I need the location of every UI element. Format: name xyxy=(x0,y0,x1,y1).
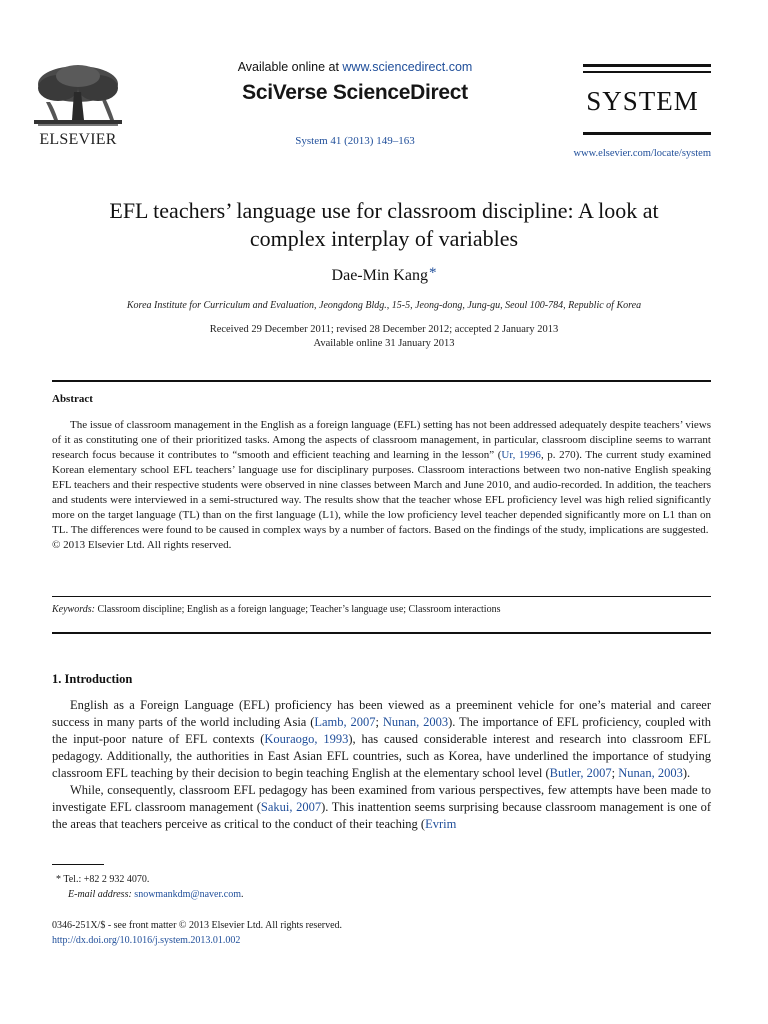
introduction-paragraph-1 xyxy=(52,697,711,782)
citation-link[interactable]: Kouraogo, 1993 xyxy=(264,732,349,746)
citation-link[interactable]: Nunan, 2003 xyxy=(618,766,683,780)
footnote-rule xyxy=(52,864,104,865)
author-email-link[interactable]: snowmankdm@naver.com xyxy=(134,889,241,900)
citation-link[interactable]: Sakui, 2007 xyxy=(260,800,322,814)
citation-link[interactable]: Nunan, 2003 xyxy=(382,715,449,729)
citation-link[interactable]: Butler, 2007 xyxy=(549,766,612,780)
keywords-text: Classroom discipline; English as a foreign language; Teacher’s language use; Classroom interactions xyxy=(94,604,501,615)
page-footer xyxy=(52,918,342,948)
footnote-phone xyxy=(56,872,244,887)
section-heading-introduction: 1. Introduction xyxy=(52,672,133,686)
keywords-label: Keywords: xyxy=(52,604,95,615)
abstract-top-rule xyxy=(52,380,711,382)
keywords-bottom-rule xyxy=(52,632,711,634)
article-title-line: complex interplay of variables xyxy=(249,226,519,251)
article-history xyxy=(0,323,768,351)
article-dates-online: Available online 31 January 2013 xyxy=(313,338,455,349)
author-footnote-mark[interactable]: * xyxy=(428,265,437,281)
paragraph-text: ), has caused considerable interest and research into classroom EFL pedagogy. Additionally, the authorities in East Asian EFL countries, such as Korea, have underlined the importance of studying classroom EFL teaching by their decision to begin teaching English at the elementary school level ( xyxy=(52,732,711,780)
paragraph-text: While, consequently, classroom EFL pedagogy has been examined from various perspectives, few attempts have been made to investigate EFL classroom management ( xyxy=(52,783,711,814)
journal-rule-top-thin xyxy=(583,71,711,73)
footnote-email xyxy=(56,887,244,902)
abstract-text: , p. 270). The current study examined Korean elementary school EFL teachers’ language use for disciplinary purposes. Classroom interactions between two non-native English speaking EFL teachers and their respective students were observed in nine classes between March and June 2010, and audio-recorded. In addition, the teachers and students were interviewed in a semi-structured way. The results show that the teacher whose EFL proficiency level was high relied significantly more on the target language (TL) than on the first language (L1), while the low proficiency level teacher depended significantly more on L1 than on TL. The differences were found to be caused in complex ways by a number of factors. Based on the findings of the study, implications are suggested. xyxy=(52,449,712,536)
author-footnote xyxy=(56,872,244,902)
availability-prefix: Available online at xyxy=(237,60,343,74)
article-title-line: EFL teachers’ language use for classroom discipline: A look at xyxy=(109,198,659,223)
abstract-heading: Abstract xyxy=(52,393,93,405)
paragraph-text: ). xyxy=(682,766,691,780)
paragraph-text: ). The importance of EFL proficiency, coupled with the input-poor nature of EFL contexts ( xyxy=(52,715,711,746)
abstract-copyright: © 2013 Elsevier Ltd. All rights reserved. xyxy=(52,539,232,551)
journal-rule-top xyxy=(583,64,711,67)
issn-line: 0346-251X/$ - see front matter © 2013 Elsevier Ltd. All rights reserved. xyxy=(52,920,343,931)
introduction-paragraph-2 xyxy=(52,782,711,833)
sciencedirect-link[interactable]: www.sciencedirect.com xyxy=(342,60,473,74)
platform-brand: SciVerse ScienceDirect xyxy=(242,81,468,104)
journal-rule-bottom xyxy=(583,132,711,135)
paragraph-text: ; xyxy=(375,715,383,729)
journal-citation[interactable]: System 41 (2013) 149–163 xyxy=(295,135,415,147)
publisher-logo-text: ELSEVIER xyxy=(39,131,117,148)
email-suffix: . xyxy=(241,889,244,900)
abstract-reference-link[interactable]: Ur, 1996 xyxy=(501,449,541,461)
doi-link[interactable]: http://dx.doi.org/10.1016/j.system.2013.01.002 xyxy=(52,935,241,946)
abstract-text: The issue of classroom management in the English as a foreign language (EFL) setting has not been addressed adequately despite teachers’ views of it as constituting one of their prioritized tasks. Among the aspects of classroom management, in particular, classroom discipline seems to warrant research focus because it contributes to “smooth and efficient teaching and learning in the lesson” ( xyxy=(52,419,711,461)
footnote-phone-text: Tel.: +82 2 932 4070. xyxy=(61,874,150,885)
article-title xyxy=(40,197,728,253)
email-label: E-mail address: xyxy=(68,889,132,900)
paragraph-text: ; xyxy=(611,766,619,780)
citation-link[interactable]: Evrim xyxy=(425,817,457,831)
journal-homepage-link[interactable]: www.elsevier.com/locate/system xyxy=(573,148,711,159)
introduction-body xyxy=(52,697,711,833)
journal-name: SYSTEM xyxy=(586,86,699,116)
footnote-mark: * xyxy=(56,874,61,885)
author-line xyxy=(0,265,768,285)
abstract-body xyxy=(52,418,711,553)
paragraph-text: English as a Foreign Language (EFL) proficiency has been viewed as a preeminent vehicle for one’s material and career success in many parts of the world including Asia ( xyxy=(52,698,711,729)
citation-link[interactable]: Lamb, 2007 xyxy=(314,715,376,729)
author-name: Dae-Min Kang xyxy=(331,267,428,284)
keywords-top-rule xyxy=(52,596,711,597)
abstract-paragraph xyxy=(52,418,711,538)
author-affiliation: Korea Institute for Curriculum and Evaluation, Jeongdong Bldg., 15-5, Jeong-dong, Jung-gu, Seoul 100-784, Republic of Korea xyxy=(126,300,642,311)
keywords-line xyxy=(52,604,711,615)
article-dates-received: Received 29 December 2011; revised 28 December 2012; accepted 2 January 2013 xyxy=(209,324,559,335)
paragraph-text: ). This inattention seems surprising because classroom management is one of the areas that teachers perceive as critical to the conduct of their teaching ( xyxy=(52,800,711,831)
